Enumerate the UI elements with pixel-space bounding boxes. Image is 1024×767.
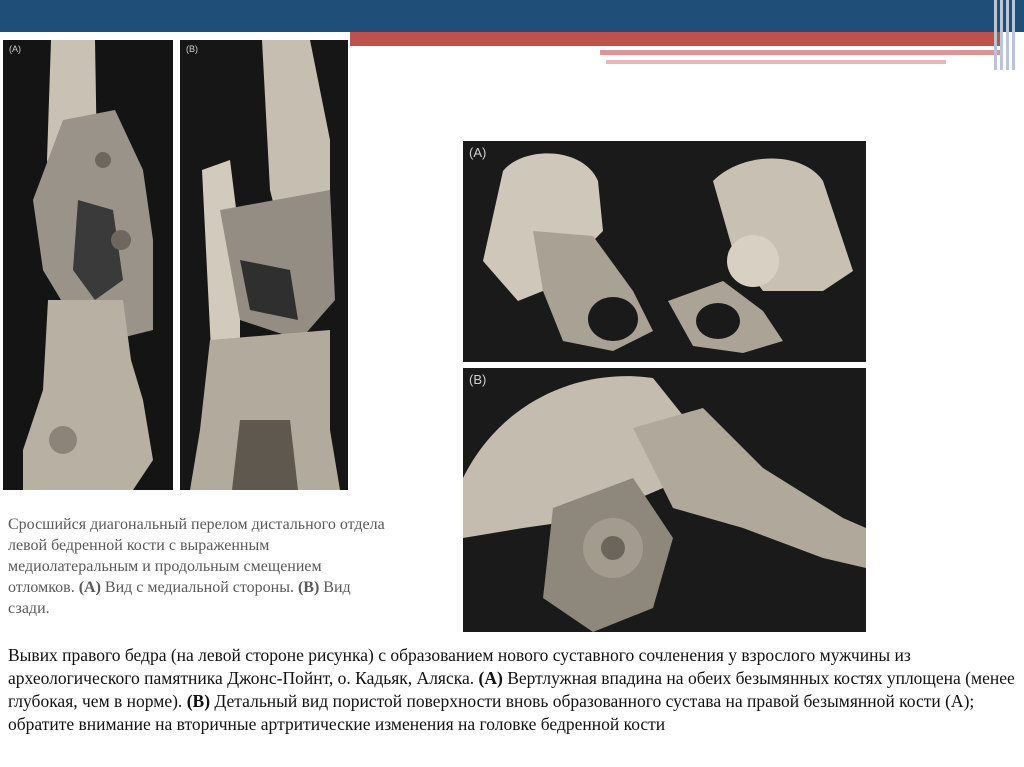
- pelvis-photo-a: [463, 141, 866, 362]
- header-accent-line-thin: [606, 60, 946, 64]
- caption-text: Вид с медиальной стороны.: [100, 579, 298, 596]
- caption-text: Вертлужная впадина на обеих безымянных костях уплощена (менее глубокая, чем в норме).: [8, 668, 1015, 711]
- caption-label-b: (B): [186, 691, 211, 711]
- caption-label-b: (B): [297, 579, 320, 596]
- caption-text: Вывих правого бедра (на левой стороне рисунка) с образованием нового суставного сочленения у взрослого мужчины из археологического памятника Джонс-Пойнт, о. Кадьяк, Аляска.: [8, 645, 911, 688]
- caption-label-a: (A): [478, 668, 503, 688]
- header-accent-bar: [350, 32, 1000, 46]
- caption-text: Детальный вид пористой поверхности вновь образованного сустава на правой безымянной кости (А); обратите внимание на вторичные артритические изменения на головке бедренной кости: [8, 691, 975, 734]
- figure-label-a: (A): [9, 44, 21, 54]
- femur-photo-a: [3, 40, 173, 490]
- caption-text: Сросшийся диагональный перелом дистального отдела левой бедренной кости с выраженным медиолатеральным и продольным смещением отломков.: [8, 516, 385, 596]
- caption-text: Вид сзади.: [8, 579, 351, 617]
- femur-photo-b: [180, 40, 348, 490]
- caption-label-a: (A): [78, 579, 101, 596]
- pelvis-photo-b: [463, 368, 866, 632]
- header-accent-line: [600, 50, 1000, 55]
- figure-label-a: (A): [469, 145, 487, 160]
- header-band: [0, 0, 1024, 32]
- figure-label-b: (B): [469, 372, 487, 387]
- pelvis-caption: [8, 644, 1018, 736]
- header-stripes: [990, 0, 1024, 70]
- figure-label-b: (B): [186, 44, 198, 54]
- femur-caption: [8, 514, 388, 619]
